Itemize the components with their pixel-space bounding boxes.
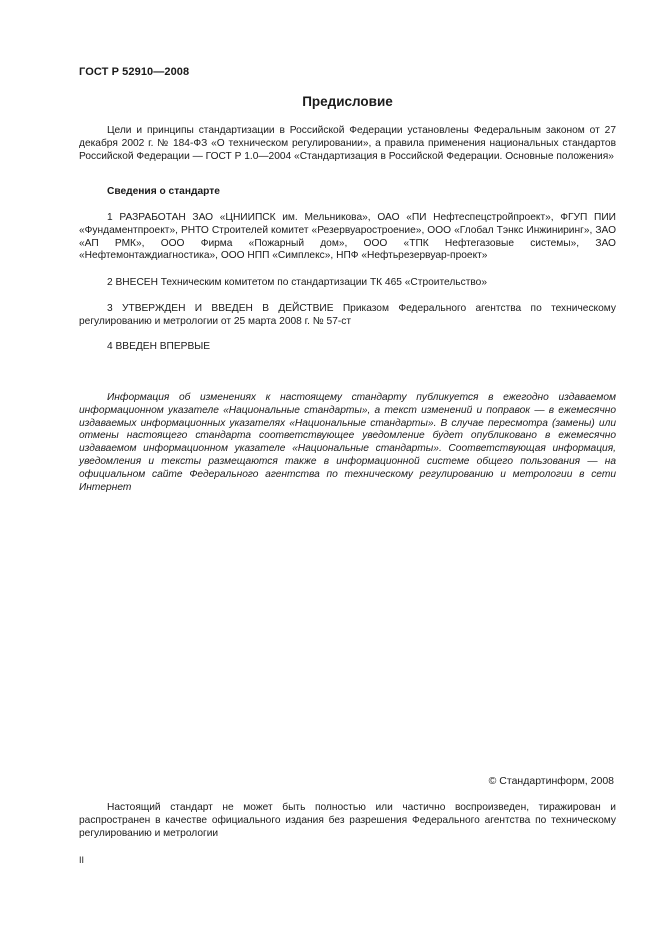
standard-info-heading: Сведения о стандарте bbox=[107, 186, 220, 197]
foreword-intro-paragraph: Цели и принципы стандартизации в Российской Федерации установлены Федеральным законом от 27 декабря 2002 г. № 184-ФЗ «О техническом регулировании», а правила применения национальных стандартов Российской Федерации — ГОСТ Р 1.0—2004 «Стандартизация в Российской Федерации. Основные положения» bbox=[79, 125, 616, 162]
approved-item: 3 УТВЕРЖДЕН И ВВЕДЕН В ДЕЙСТВИЕ Приказом Федерального агентства по техническому регулированию и метрологии от 25 марта 2008 г. № 57-ст bbox=[79, 303, 616, 327]
foreword-title: Предисловие bbox=[302, 94, 393, 109]
copyright-notice: © Стандартинформ, 2008 bbox=[488, 775, 614, 787]
changes-notice-paragraph: Информация об изменениях к настоящему стандарту публикуется в ежегодно издаваемом информационном указателе «Национальные стандарты», а текст изменений и поправок — в ежемесячно издаваемых информационных указателях «Национальные стандарты». В случае пересмотра (замены) или отмены настоящего стандарта соответствующее уведомление будет опубликовано в ежемесячно издаваемом информационном указателе «Национальные стандарты». Соответствующая информация, уведомления и тексты размещаются также в информационной системе общего пользования — на официальном сайте Федерального агентства по техническому регулированию и метрологии в сети Интернет bbox=[79, 392, 616, 493]
reproduction-notice-paragraph: Настоящий стандарт не может быть полностью или частично воспроизведен, тиражирован и распространен в качестве официального издания без разрешения Федерального агентства по техническому регулированию и метрологии bbox=[79, 802, 616, 839]
submitted-item: 2 ВНЕСЕН Техническим комитетом по стандартизации ТК 465 «Строительство» bbox=[107, 277, 487, 288]
page-number: II bbox=[79, 855, 85, 865]
standard-code-header: ГОСТ Р 52910—2008 bbox=[79, 66, 190, 78]
developer-item: 1 РАЗРАБОТАН ЗАО «ЦНИИПСК им. Мельникова», ОАО «ПИ Нефтеспецстройпроект», ФГУП ПИИ «Фундаментпроект», РНТО Строителей комитет «Резервуаростроение», ООО «Глобал Тэнкс Инжиниринг», ЗАО «АП РМК», ООО Фирма «Пожарный дом», ООО «ТПК Нефтегазовые системы», ЗАО «Нефтемонтаждиагностика», ООО НПП «Симплекс», НПФ «Нефтьрезервуар-проект» bbox=[79, 212, 616, 262]
first-introduced-item: 4 ВВЕДЕН ВПЕРВЫЕ bbox=[107, 341, 211, 352]
